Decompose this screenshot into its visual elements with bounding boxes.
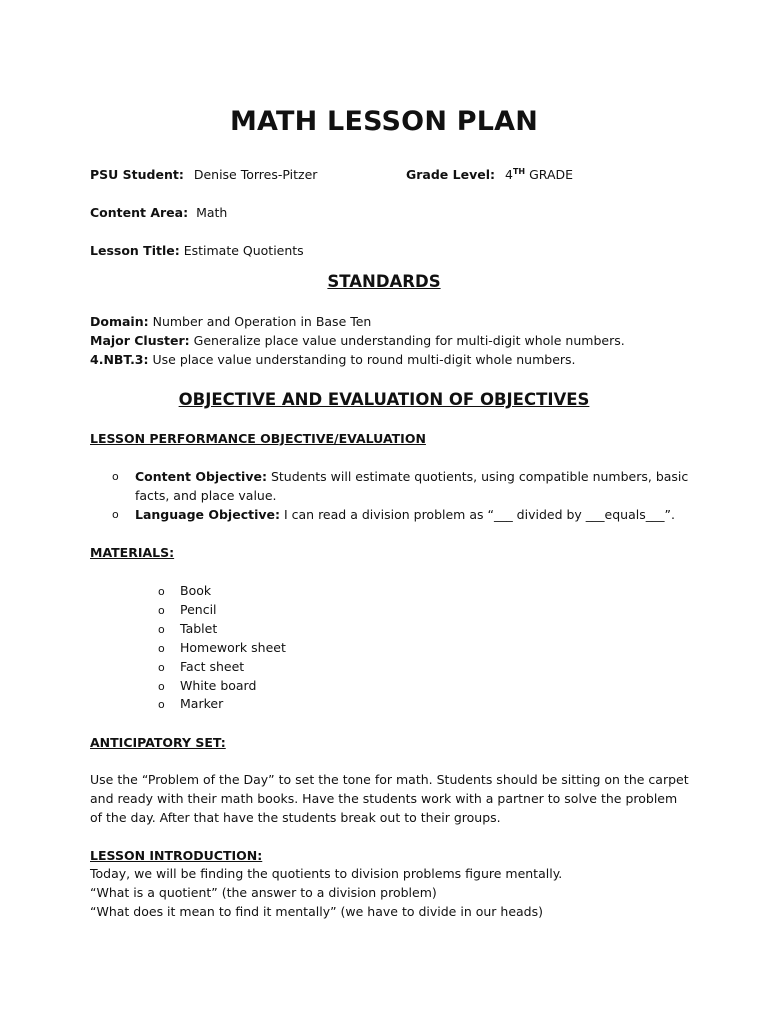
lesson-title-value: Estimate Quotients (183, 243, 304, 258)
grade-label: Grade Level: (406, 167, 495, 182)
material-label: Pencil (180, 602, 217, 617)
bullet-icon: o (158, 642, 165, 655)
content-area-value: Math (196, 205, 228, 220)
bullet-icon: o (158, 623, 165, 636)
grade-value: GRADE (529, 167, 574, 182)
material-label: Tablet (180, 621, 218, 636)
material-item (158, 619, 217, 639)
material-item (158, 600, 217, 620)
material-item (158, 638, 286, 658)
page-title: MATH LESSON PLAN (229, 106, 539, 137)
material-label: Fact sheet (180, 659, 245, 674)
material-label: White board (180, 678, 257, 693)
domain-label: Domain: (90, 314, 149, 329)
content-objective-text: Students will estimate quotients, using compatible numbers, basic (270, 469, 689, 484)
introduction-line: Today, we will be finding the quotients to division problems figure mentally. (90, 866, 563, 881)
anticipatory-line: and ready with their math books. Have the students work with a partner to solve the problem (90, 791, 678, 806)
material-label: Marker (180, 696, 224, 711)
nbt-row (90, 350, 576, 369)
grade-number: 4 (504, 167, 513, 182)
student-label: PSU Student: (90, 167, 184, 182)
anticipatory-heading: ANTICIPATORY SET: (90, 735, 226, 750)
bullet-icon: o (112, 470, 119, 483)
introduction-line: “What is a quotient” (the answer to a division problem) (90, 885, 437, 900)
standards-heading: STANDARDS (327, 272, 441, 291)
grade-suffix: TH (512, 166, 526, 176)
content-area-row (90, 203, 227, 222)
lesson-title-row (90, 241, 304, 260)
domain-row (90, 312, 371, 331)
materials-heading: MATERIALS: (90, 545, 175, 560)
nbt-label: 4.NBT.3: (90, 352, 149, 367)
cluster-label: Major Cluster: (90, 333, 190, 348)
cluster-row (90, 331, 625, 350)
content-area-label: Content Area: (90, 205, 189, 220)
grade-row (406, 165, 573, 184)
material-item (158, 676, 256, 696)
material-item (158, 581, 211, 601)
introduction-heading: LESSON INTRODUCTION: (90, 848, 263, 863)
bullet-icon: o (158, 698, 165, 711)
lesson-title-label: Lesson Title: (90, 243, 180, 258)
bullet-icon: o (158, 680, 165, 693)
content-objective-line1 (135, 467, 688, 486)
objectives-subheading: LESSON PERFORMANCE OBJECTIVE/EVALUATION (90, 431, 426, 446)
introduction-line: “What does it mean to find it mentally” (we have to divide in our heads) (90, 904, 543, 919)
bullet-icon: o (158, 661, 165, 674)
content-objective-line2: facts, and place value. (135, 488, 277, 503)
language-objective-label: Language Objective: (135, 507, 280, 522)
nbt-value: Use place value understanding to round multi-digit whole numbers. (152, 352, 576, 367)
cluster-value: Generalize place value understanding for multi-digit whole numbers. (193, 333, 625, 348)
bullet-icon: o (158, 585, 165, 598)
domain-value: Number and Operation in Base Ten (152, 314, 372, 329)
student-row (90, 165, 317, 184)
content-objective-label: Content Objective: (135, 469, 267, 484)
material-item (158, 657, 244, 677)
material-label: Book (180, 583, 212, 598)
anticipatory-line: Use the “Problem of the Day” to set the tone for math. Students should be sitting on the carpet (90, 772, 689, 787)
material-item (158, 694, 223, 714)
anticipatory-line: of the day. After that have the students break out to their groups. (90, 810, 501, 825)
objectives-heading: OBJECTIVE AND EVALUATION OF OBJECTIVES (178, 390, 590, 409)
bullet-icon: o (158, 604, 165, 617)
material-label: Homework sheet (180, 640, 286, 655)
student-name: Denise Torres-Pitzer (193, 167, 318, 182)
language-objective-text: I can read a division problem as “___ divided by ___equals___”. (283, 507, 675, 522)
bullet-icon: o (112, 508, 119, 521)
